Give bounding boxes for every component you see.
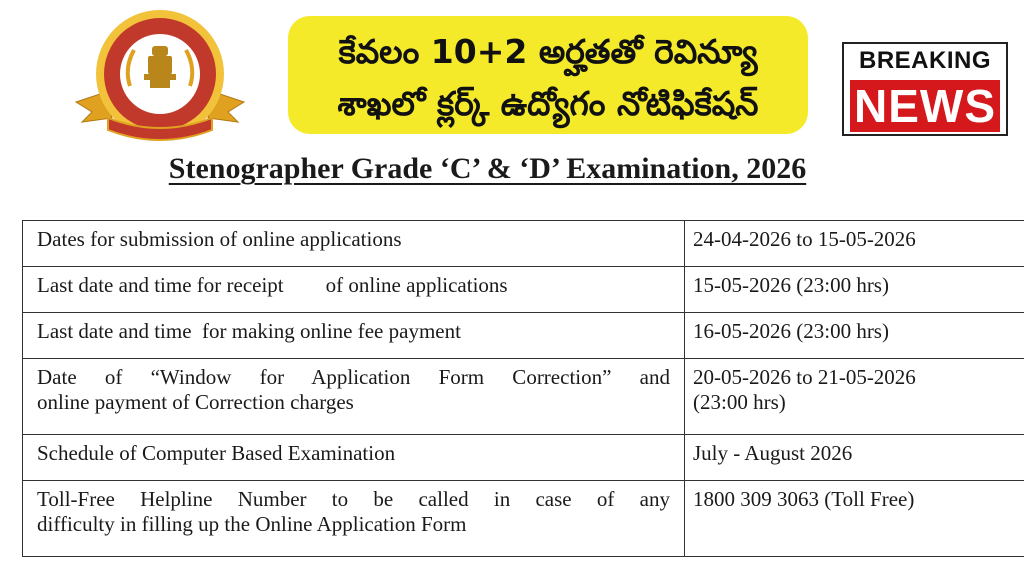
row-label [23, 435, 685, 481]
row-value [685, 481, 1024, 557]
page-title [0, 152, 975, 186]
row-label-text: Dates for submission of online applications [37, 227, 402, 251]
badge-breaking-label: BREAKING [858, 47, 991, 74]
table-row [23, 435, 1024, 481]
headline-line-2: శాఖలో క్లర్క్ ఉద్యోగం నోటిఫికేషన్ [337, 84, 759, 123]
row-label [23, 221, 685, 267]
row-value-line: 20-05-2026 to 21-05-2026 [693, 365, 916, 389]
row-value [685, 435, 1024, 481]
headline-banner [288, 16, 808, 134]
row-label-text: Last date and time for receipt [37, 273, 284, 297]
ssc-emblem-icon [72, 6, 248, 150]
row-value-text: 16-05-2026 (23:00 hrs) [693, 319, 889, 343]
table-row [23, 481, 1024, 557]
badge-news-label: NEWS [850, 80, 1000, 132]
row-label-line: difficulty in filling up the Online Application Form [37, 512, 467, 536]
row-label [23, 267, 685, 313]
row-value [685, 267, 1024, 313]
row-value-text: 24-04-2026 to 15-05-2026 [693, 227, 916, 251]
row-label-line: online payment of Correction charges [37, 390, 354, 414]
row-value-text: July - August 2026 [693, 441, 853, 465]
row-label [23, 359, 685, 435]
breaking-news-badge [842, 42, 1008, 136]
row-label [23, 481, 685, 557]
row-label-line: Toll-Free Helpline Number to be called in case of any [37, 487, 670, 511]
table-row [23, 313, 1024, 359]
row-value-text: 15-05-2026 (23:00 hrs) [693, 273, 889, 297]
row-value [685, 313, 1024, 359]
row-label-text: Last date and time for making online fee payment [37, 319, 461, 343]
row-value-line: (23:00 hrs) [693, 390, 786, 414]
table-row [23, 267, 1024, 313]
table-row [23, 359, 1024, 435]
row-value-text: 1800 309 3063 (Toll Free) [693, 487, 915, 511]
row-label-text: of online applications [325, 273, 508, 297]
row-label-line: Date of “Window for Application Form Correction” and [37, 365, 670, 389]
headline-line-1: కేవలం 10+2 అర్హతతో రెవిన్యూ [338, 32, 758, 71]
row-value [685, 221, 1024, 267]
schedule-table [22, 220, 1024, 557]
row-label [23, 313, 685, 359]
table-row [23, 221, 1024, 267]
row-value [685, 359, 1024, 435]
ssc-logo [72, 6, 248, 150]
page-title-text: Stenographer Grade ‘C’ & ‘D’ Examination, 2026 [168, 152, 807, 185]
row-label-text: Schedule of Computer Based Examination [37, 441, 396, 465]
